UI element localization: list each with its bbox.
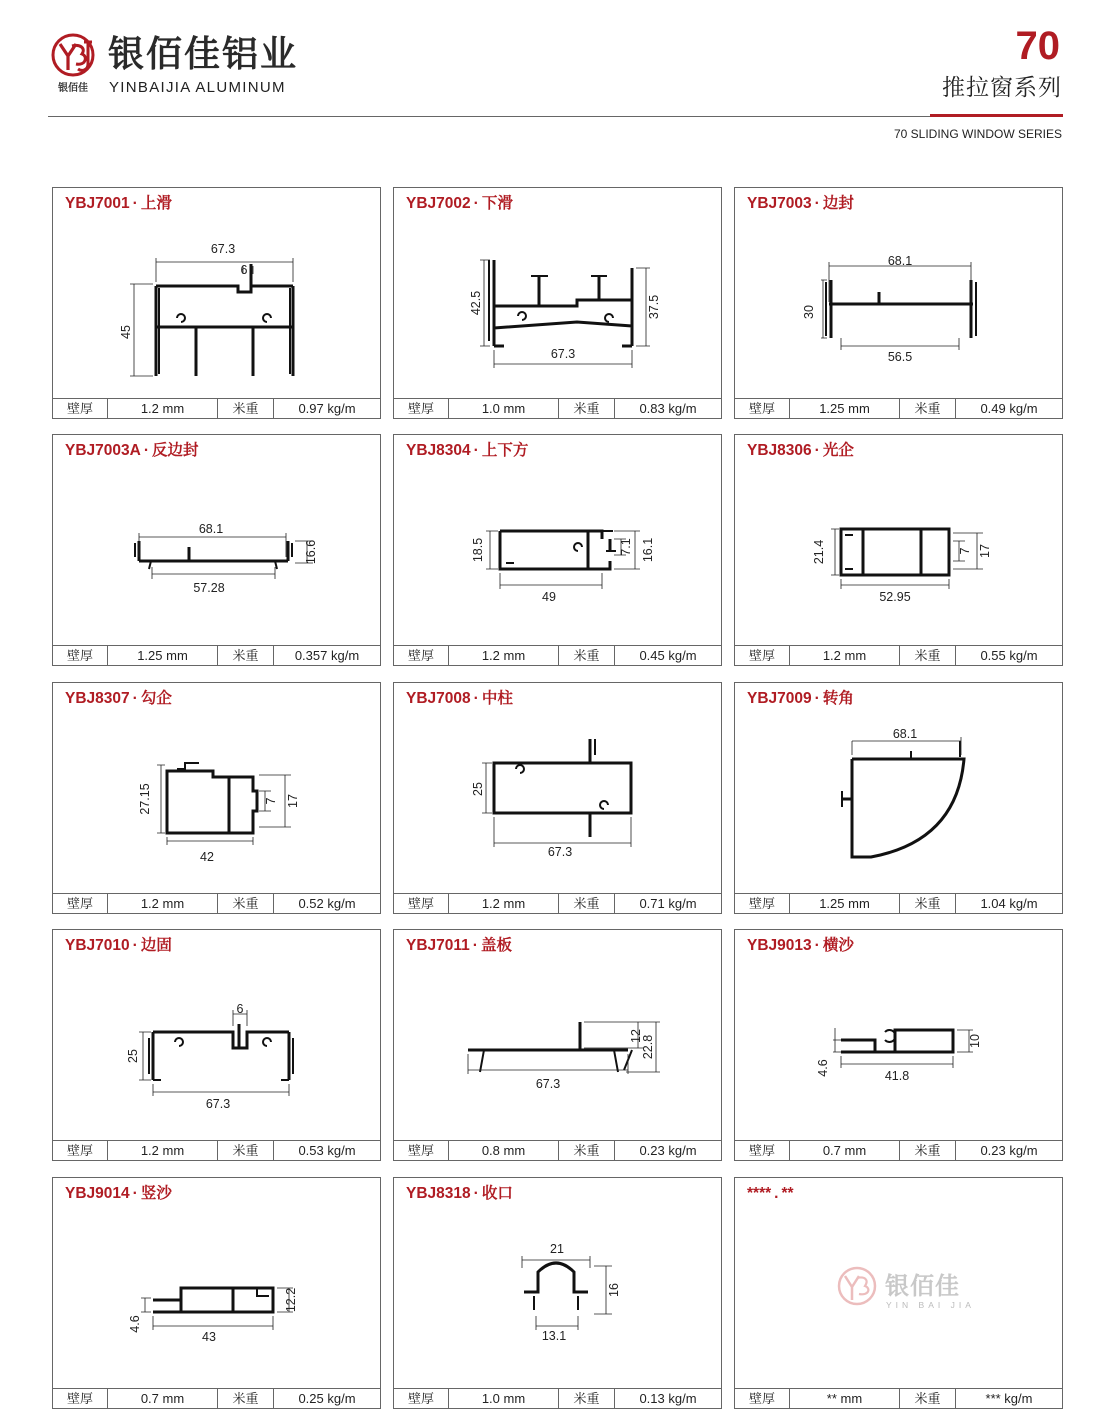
weight-value: 0.25 kg/m xyxy=(298,1391,356,1406)
weight-label: 米重 xyxy=(218,646,274,665)
weight-value: 0.71 kg/m xyxy=(639,896,697,911)
dim-width: 42 xyxy=(200,850,214,864)
dim-width: 21 xyxy=(550,1242,564,1256)
dim-width: 43 xyxy=(202,1330,216,1344)
wall-thickness-label: 壁厚 xyxy=(394,894,449,913)
profile-drawing xyxy=(53,1206,380,1388)
profile-card xyxy=(52,682,381,914)
wall-thickness-value: 1.25 mm xyxy=(108,646,218,665)
dim-height: 18.5 xyxy=(471,537,485,563)
dim-inner-width: 57.28 xyxy=(193,581,225,595)
header-accent-bar xyxy=(930,114,1063,117)
profile-code: **** xyxy=(747,1185,772,1202)
profile-card xyxy=(734,929,1063,1161)
profile-name: 收口 xyxy=(481,1185,513,1202)
dim-right-height: 17 xyxy=(286,794,300,808)
wall-thickness-value: 1.2 mm xyxy=(449,646,559,665)
dim-height: 21.4 xyxy=(812,539,826,565)
watermark xyxy=(735,1206,1062,1388)
wall-thickness-value: 0.7 mm xyxy=(108,1389,218,1408)
card-title: YBJ8306 · 光企 xyxy=(747,442,854,459)
profile-drawing xyxy=(53,463,380,645)
profile-name: 盖板 xyxy=(480,937,512,954)
spec-row xyxy=(53,645,380,665)
wall-thickness-label: 壁厚 xyxy=(394,1141,449,1160)
profile-drawing xyxy=(394,711,721,893)
profile-code: YBJ8306 xyxy=(747,442,812,459)
card-title: YBJ7001 · 上滑 xyxy=(65,195,172,212)
profile-drawing xyxy=(735,711,1062,893)
wall-thickness-label: 壁厚 xyxy=(53,399,108,418)
profile-name: 转角 xyxy=(822,690,854,707)
dim-lip: 4.6 xyxy=(816,1059,830,1077)
profile-code: YBJ7002 xyxy=(406,195,471,212)
profile-card xyxy=(393,434,722,666)
weight-value: 0.53 kg/m xyxy=(298,1143,356,1158)
brand-name-en: YINBAIJIA ALUMINUM xyxy=(109,79,286,96)
weight-label: 米重 xyxy=(559,1389,615,1408)
dim-height: 30 xyxy=(802,305,816,319)
weight-value: 0.55 kg/m xyxy=(980,648,1038,663)
spec-row xyxy=(53,398,380,418)
card-title: YBJ8307 · 勾企 xyxy=(65,690,172,707)
weight-label: 米重 xyxy=(900,646,956,665)
dim-height: 10 xyxy=(968,1034,982,1048)
profile-name: 横沙 xyxy=(822,937,854,954)
header-divider xyxy=(48,116,1063,117)
profile-code: YBJ7003A xyxy=(65,442,141,459)
wall-thickness-label: 壁厚 xyxy=(735,1389,790,1408)
profile-card xyxy=(734,434,1063,666)
weight-label: 米重 xyxy=(900,399,956,418)
profile-drawing xyxy=(53,711,380,893)
brand-logo xyxy=(44,30,102,94)
profile-code: YBJ7003 xyxy=(747,195,812,212)
weight-label: 米重 xyxy=(218,1389,274,1408)
weight-label: 米重 xyxy=(218,1141,274,1160)
dim-height: 45 xyxy=(119,325,133,339)
dim-width: 67.3 xyxy=(210,242,236,256)
profile-code: YBJ9013 xyxy=(747,937,812,954)
dim-slot: 7 xyxy=(958,547,972,555)
wall-thickness-label: 壁厚 xyxy=(53,646,108,665)
weight-value: 0.97 kg/m xyxy=(298,401,356,416)
profile-drawing xyxy=(735,463,1062,645)
profile-card xyxy=(734,682,1063,914)
profile-card xyxy=(734,1177,1063,1409)
profile-drawing xyxy=(53,216,380,398)
profile-card xyxy=(393,1177,722,1409)
dim-width: 68.1 xyxy=(892,727,918,741)
wall-thickness-value: 1.2 mm xyxy=(790,646,900,665)
dim-left-height: 42.5 xyxy=(469,290,483,316)
wall-thickness-value: 1.25 mm xyxy=(790,894,900,913)
profile-name: 边封 xyxy=(822,195,854,212)
weight-value: 0.357 kg/m xyxy=(294,648,360,663)
profile-name: 竖沙 xyxy=(140,1185,172,1202)
series-title-cn: 推拉窗系列 xyxy=(942,74,1062,100)
spec-row xyxy=(394,1140,721,1160)
dim-right-height: 16.1 xyxy=(641,537,655,563)
watermark-cn: 银佰佳 xyxy=(885,1273,960,1300)
profile-card xyxy=(52,1177,381,1409)
wall-thickness-label: 壁厚 xyxy=(394,399,449,418)
weight-label: 米重 xyxy=(559,1141,615,1160)
profile-card xyxy=(734,187,1063,419)
dim-width: 52.95 xyxy=(879,590,911,604)
dim-width: 67.3 xyxy=(535,1077,561,1091)
profile-name: ** xyxy=(781,1185,794,1202)
dim-height: 27.15 xyxy=(138,783,152,815)
spec-row xyxy=(53,1140,380,1160)
weight-label: 米重 xyxy=(900,1389,956,1408)
wall-thickness-value: 1.0 mm xyxy=(449,399,559,418)
card-title: YBJ7009 · 转角 xyxy=(747,690,854,707)
dim-width: 67.3 xyxy=(205,1097,231,1111)
card-title: YBJ7010 · 边固 xyxy=(65,937,172,954)
wall-thickness-value: 0.7 mm xyxy=(790,1141,900,1160)
watermark-logo-icon xyxy=(839,1268,875,1304)
spec-row xyxy=(394,893,721,913)
profile-code: YBJ7001 xyxy=(65,195,130,212)
weight-label: 米重 xyxy=(559,399,615,418)
weight-label: 米重 xyxy=(559,646,615,665)
profile-card xyxy=(393,187,722,419)
wall-thickness-label: 壁厚 xyxy=(53,894,108,913)
profile-code: YBJ7011 xyxy=(406,937,470,954)
series-number: 70 xyxy=(1015,24,1060,68)
card-title: YBJ7003 · 边封 xyxy=(747,195,854,212)
weight-value: 0.23 kg/m xyxy=(639,1143,697,1158)
profile-code: YBJ8304 xyxy=(406,442,471,459)
card-title: YBJ9013 · 横沙 xyxy=(747,937,854,954)
profile-name: 反边封 xyxy=(152,442,199,459)
dim-inner-width: 56.5 xyxy=(887,350,913,364)
spec-row xyxy=(53,893,380,913)
weight-value: 0.13 kg/m xyxy=(639,1391,697,1406)
spec-row xyxy=(735,1140,1062,1160)
dim-height: 25 xyxy=(126,1049,140,1063)
weight-value: 0.45 kg/m xyxy=(639,648,697,663)
weight-value: 0.49 kg/m xyxy=(980,401,1038,416)
weight-value: 0.83 kg/m xyxy=(639,401,697,416)
dim-slot: 7.1 xyxy=(619,538,633,556)
wall-thickness-label: 壁厚 xyxy=(735,399,790,418)
weight-label: 米重 xyxy=(900,1141,956,1160)
profile-card xyxy=(393,929,722,1161)
card-title: YBJ8304 · 上下方 xyxy=(406,442,529,459)
dim-flange: 12 xyxy=(629,1029,643,1043)
profile-name: 上下方 xyxy=(481,442,529,459)
profile-grid xyxy=(52,187,1063,1412)
wall-thickness-label: 壁厚 xyxy=(394,1389,449,1408)
dim-width: 68.1 xyxy=(887,254,913,268)
profile-name: 下滑 xyxy=(481,195,513,212)
brand-name-cn: 银佰佳铝业 xyxy=(108,33,299,74)
wall-thickness-label: 壁厚 xyxy=(53,1389,108,1408)
profile-card xyxy=(52,434,381,666)
profile-code: YBJ7008 xyxy=(406,690,471,707)
dim-width: 41.8 xyxy=(884,1069,910,1083)
profile-code: YBJ8318 xyxy=(406,1185,471,1202)
profile-drawing xyxy=(735,216,1062,398)
profile-code: YBJ7009 xyxy=(747,690,812,707)
wall-thickness-label: 壁厚 xyxy=(735,646,790,665)
spec-row xyxy=(735,645,1062,665)
spec-row xyxy=(735,398,1062,418)
wall-thickness-value: 0.8 mm xyxy=(449,1141,559,1160)
dim-slot: 6 xyxy=(240,263,248,277)
spec-row xyxy=(394,645,721,665)
dim-lip: 4.6 xyxy=(128,1315,142,1333)
dim-width: 67.3 xyxy=(550,347,576,361)
profile-name: 边固 xyxy=(140,937,172,954)
profile-drawing xyxy=(394,463,721,645)
dim-height: 25 xyxy=(471,782,485,796)
wall-thickness-value: 1.2 mm xyxy=(108,894,218,913)
weight-label: 米重 xyxy=(559,894,615,913)
weight-value: 0.52 kg/m xyxy=(298,896,356,911)
profile-name: 光企 xyxy=(822,442,854,459)
profile-drawing xyxy=(735,958,1062,1140)
profile-code: YBJ8307 xyxy=(65,690,130,707)
dim-width: 49 xyxy=(542,590,556,604)
series-title-en: 70 SLIDING WINDOW SERIES xyxy=(893,127,1062,141)
logo-sub-text: 银佰佳 xyxy=(58,83,88,94)
card-title: YBJ9014 · 竖沙 xyxy=(65,1185,172,1202)
card-title: **** . ** xyxy=(747,1185,794,1202)
wall-thickness-label: 壁厚 xyxy=(394,646,449,665)
wall-thickness-value: 1.2 mm xyxy=(449,894,559,913)
dim-height: 12.2 xyxy=(284,1287,298,1313)
profile-card xyxy=(52,929,381,1161)
dim-slot: 6 xyxy=(236,1002,244,1016)
profile-name: 上滑 xyxy=(140,195,172,212)
wall-thickness-value: 1.2 mm xyxy=(108,1141,218,1160)
profile-code: YBJ7010 xyxy=(65,937,130,954)
card-title: YBJ7008 · 中柱 xyxy=(406,690,513,707)
weight-label: 米重 xyxy=(900,894,956,913)
dim-right-height: 17 xyxy=(978,544,992,558)
profile-drawing xyxy=(394,216,721,398)
dim-height: 16.6 xyxy=(304,539,318,565)
wall-thickness-value: 1.0 mm xyxy=(449,1389,559,1408)
spec-row xyxy=(394,1388,721,1408)
wall-thickness-value: ** mm xyxy=(790,1389,900,1408)
spec-row xyxy=(394,398,721,418)
weight-value: *** kg/m xyxy=(985,1391,1033,1406)
card-title: YBJ7011 · 盖板 xyxy=(406,937,512,954)
profile-drawing xyxy=(394,958,721,1140)
watermark-en: YIN BAI JIA xyxy=(886,1300,975,1310)
weight-value: 1.04 kg/m xyxy=(980,896,1038,911)
profile-drawing xyxy=(53,958,380,1140)
profile-name: 中柱 xyxy=(481,690,513,707)
spec-row xyxy=(735,1388,1062,1408)
dim-height: 22.8 xyxy=(641,1034,655,1060)
dim-height: 16 xyxy=(607,1283,621,1297)
wall-thickness-label: 壁厚 xyxy=(735,1141,790,1160)
dim-slot: 7 xyxy=(264,797,278,805)
dim-inner-width: 13.1 xyxy=(541,1329,567,1343)
wall-thickness-value: 1.25 mm xyxy=(790,399,900,418)
profile-card xyxy=(393,682,722,914)
wall-thickness-label: 壁厚 xyxy=(53,1141,108,1160)
dim-width: 67.3 xyxy=(547,845,573,859)
dim-right-height: 37.5 xyxy=(647,294,661,320)
profile-card xyxy=(52,187,381,419)
spec-row xyxy=(53,1388,380,1408)
spec-row xyxy=(735,893,1062,913)
weight-label: 米重 xyxy=(218,399,274,418)
profile-name: 勾企 xyxy=(140,690,172,707)
profile-drawing xyxy=(394,1206,721,1388)
weight-label: 米重 xyxy=(218,894,274,913)
wall-thickness-value: 1.2 mm xyxy=(108,399,218,418)
weight-value: 0.23 kg/m xyxy=(980,1143,1038,1158)
dim-width: 68.1 xyxy=(198,522,224,536)
card-title: YBJ8318 · 收口 xyxy=(406,1185,513,1202)
wall-thickness-label: 壁厚 xyxy=(735,894,790,913)
profile-code: YBJ9014 xyxy=(65,1185,130,1202)
card-title: YBJ7002 · 下滑 xyxy=(406,195,513,212)
card-title: YBJ7003A · 反边封 xyxy=(65,442,199,459)
